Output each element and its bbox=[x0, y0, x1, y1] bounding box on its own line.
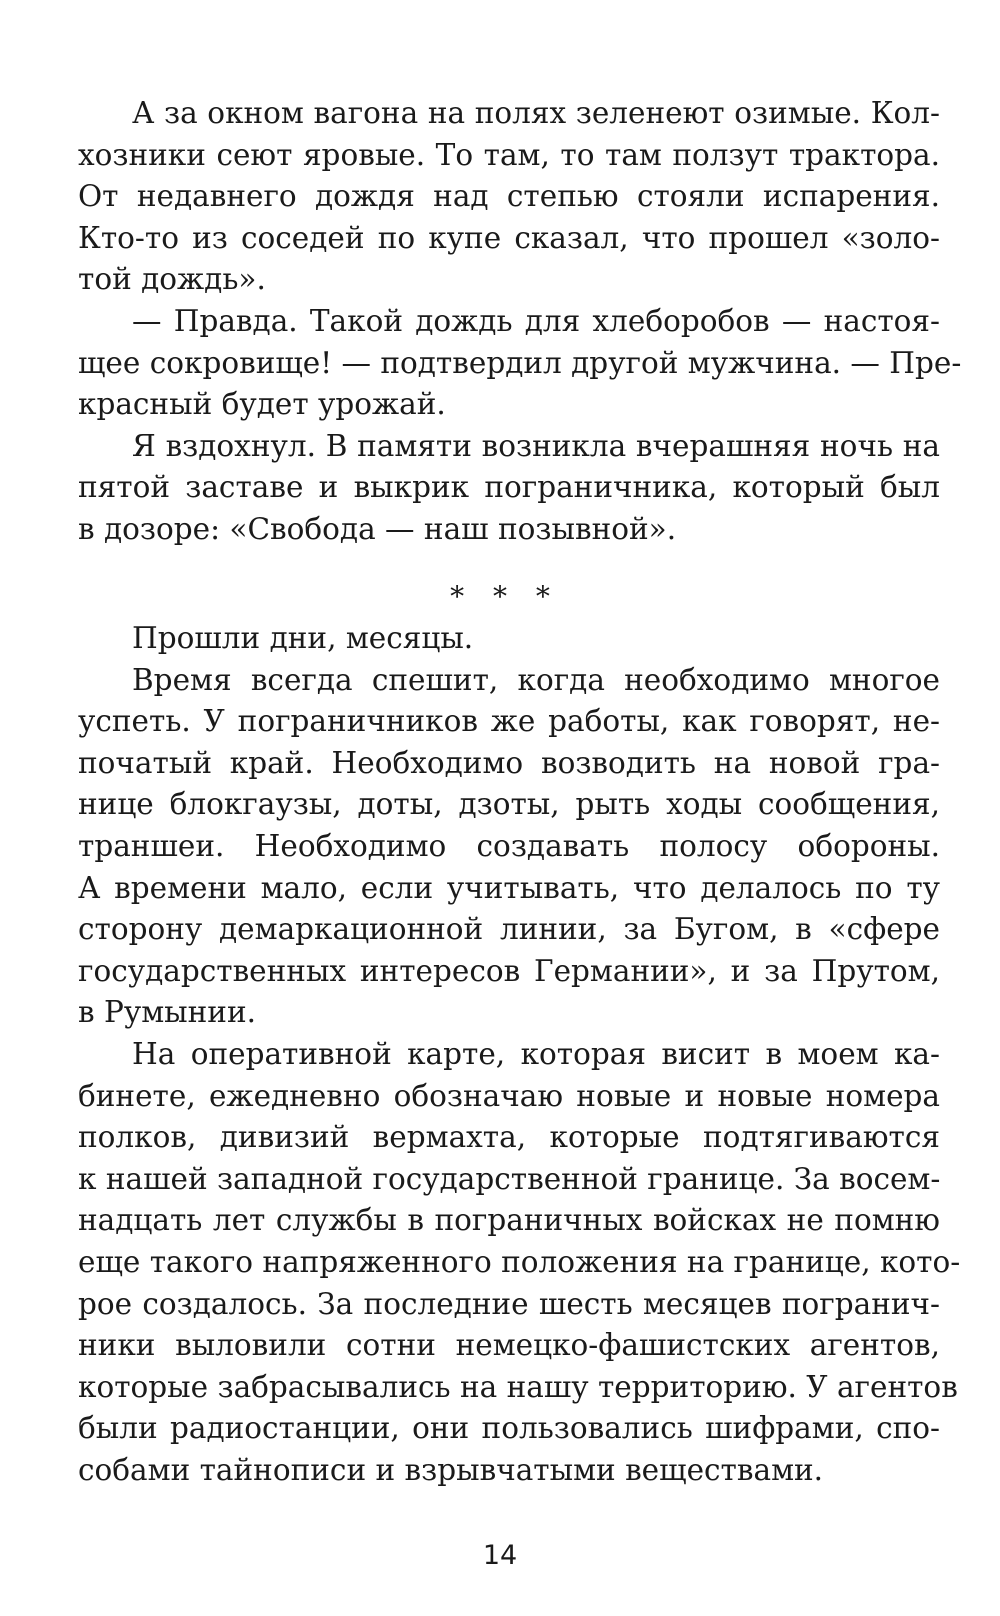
text-line: хозники сеют яровые. То там, то там ползут трактора. bbox=[78, 137, 940, 172]
text-line: На оперативной карте, которая висит в моем ка- bbox=[132, 1036, 940, 1071]
text-line: ники выловили сотни немецко-фашистских агентов, bbox=[78, 1328, 940, 1363]
text-line: которые забрасывались на нашу территорию. У агентов bbox=[78, 1369, 958, 1404]
text-line: пятой заставе и выкрик пограничника, который был bbox=[78, 470, 940, 505]
text-line: нице блокгаузы, доты, дзоты, рыть ходы сообщения, bbox=[78, 787, 940, 822]
text-line: в дозоре: «Свобода — наш позывной». bbox=[78, 511, 677, 546]
text-section-2 bbox=[78, 618, 961, 1491]
text-line: Кто-то из соседей по купе сказал, что прошел «золо- bbox=[78, 220, 940, 255]
text-line: початый край. Необходимо возводить на новой гра- bbox=[78, 745, 940, 780]
text-line: Время всегда спешит, когда необходимо многое bbox=[132, 662, 940, 697]
text-line: к нашей западной государственной границе. За восем- bbox=[78, 1161, 941, 1196]
text-line: собами тайнописи и взрывчатыми веществами. bbox=[78, 1452, 824, 1487]
text-line: успеть. У пограничников же работы, как говорят, не- bbox=[78, 704, 940, 739]
text-line: щее сокровище! — подтвердил другой мужчина. — Пре- bbox=[78, 345, 962, 380]
text-section-1 bbox=[78, 93, 962, 551]
text-line: в Румынии. bbox=[78, 995, 256, 1030]
text-line: траншеи. Необходимо создавать полосу обороны. bbox=[78, 828, 940, 863]
text-line: — Правда. Такой дождь для хлеборобов — настоя- bbox=[132, 303, 940, 338]
text-line: надцать лет службы в пограничных войсках не помню bbox=[78, 1203, 940, 1238]
text-line: рое создалось. За последние шесть месяцев погранич- bbox=[78, 1286, 940, 1321]
text-line: государственных интересов Германии», и за Прутом, bbox=[78, 953, 940, 988]
text-line: От недавнего дождя над степью стояли испарения. bbox=[78, 179, 940, 214]
text-line: А за окном вагона на полях зеленеют озимые. Кол- bbox=[132, 96, 940, 130]
text-line: бинете, ежедневно обозначаю новые и новые номера bbox=[78, 1078, 940, 1113]
text-line: той дождь». bbox=[78, 262, 266, 297]
text-line: Прошли дни, месяцы. bbox=[132, 621, 474, 655]
text-line: красный будет урожай. bbox=[78, 387, 446, 422]
text-line: Я вздохнул. В памяти возникла вчерашняя ночь на bbox=[132, 428, 940, 463]
text-line: были радиостанции, они пользовались шифрами, спо- bbox=[78, 1411, 940, 1446]
page-number: 14 bbox=[482, 1540, 518, 1571]
text-line: еще такого напряженного положения на границе, кото- bbox=[78, 1244, 961, 1279]
text-line: полков, дивизий вермахта, которые подтягиваются bbox=[78, 1120, 940, 1155]
text-line: сторону демаркационной линии, за Бугом, в «сфере bbox=[78, 912, 940, 947]
section-separator: * * * bbox=[450, 580, 560, 613]
text-line: А времени мало, если учитывать, что делалось по ту bbox=[78, 870, 940, 905]
